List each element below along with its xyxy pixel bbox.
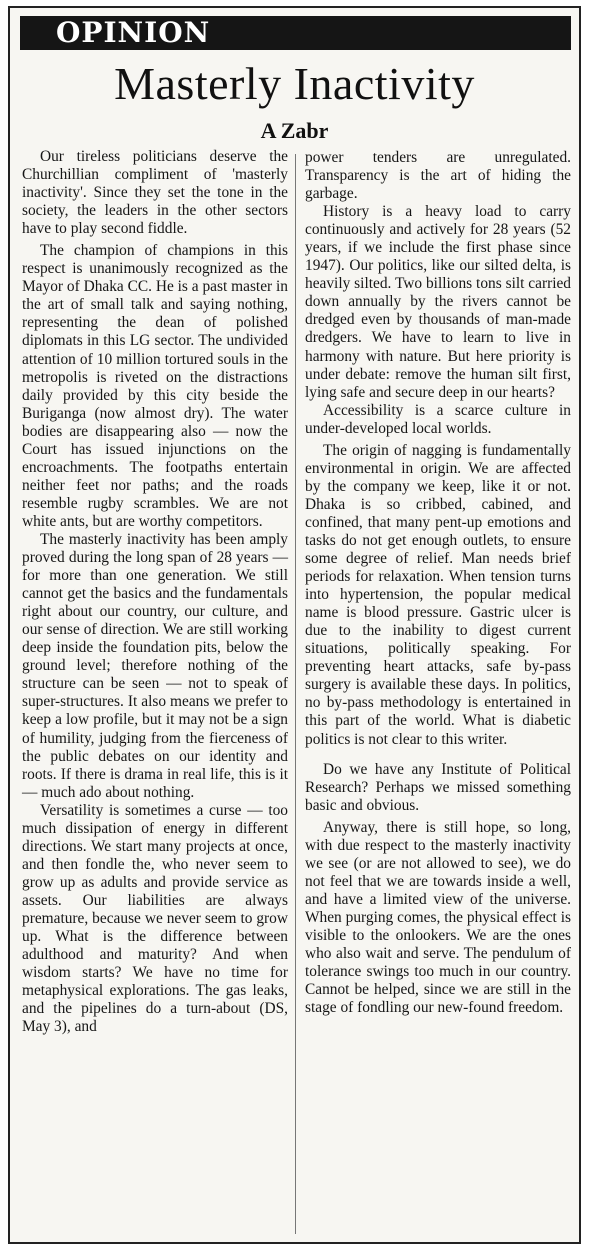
paragraph: The champion of champions in this respect is unanimously recognized as the Mayor of Dhaka CC. He is a past master in the art of small talk and saying nothing, representing the dean of polished diplomats in this LG sector. The undivided attention of 10 million tortured souls in the metropolis is riveted on the distractions daily provided by this city beside the Buriganga (now almost dry). The water bodies are disappearing also — now the Court has issued injunctions on the encroachments. The footpaths entertain neither feet nor paths; and the roads resemble rugby scrambles. We are not white ants, but are worthy competitors. — [22, 242, 288, 530]
paragraph: Do we have any Institute of Political Research? Perhaps we missed something basic and obvious. — [305, 760, 571, 814]
section-banner — [20, 16, 571, 50]
paragraph: Our tireless politicians deserve the Churchillian compliment of 'masterly inactivity'. Since they set the tone in the society, the leaders in the other sectors have to play second fiddle. — [22, 148, 288, 238]
article-column-right — [305, 149, 571, 1017]
paragraph: The origin of nagging is fundamentally environmental in origin. We are affected by the company we keep, like it or not. Dhaka is so cribbed, cabined, and confined, that many pent-up emotions and tasks do not get enough outlets, to ensure some degree of relief. Man needs brief periods for relaxation. When tension turns into hypertension, the popular medical name is blood pressure. Gastric ulcer is due to the inability to digest current situations, politically speaking. For preventing heart attacks, safe by-pass surgery is available these days. In politics, no by-pass methodology is entertained in this part of the world. What is diabetic politics is not clear to this writer. — [305, 441, 571, 748]
paragraph: History is a heavy load to carry continuously and actively for 28 years (52 years, if we include the first phase since 1947). Our politics, like our silted delta, is heavily silted. Two billions tons silt carried down annually by the rivers cannot be dredged even by thousands of man-made dredgers. We have to learn to live in harmony with nature. But here priority is under debate: remove the human silt first, lying safe and secure deep in our hearts? — [305, 203, 571, 401]
newspaper-clipping — [8, 6, 581, 1244]
paragraph: Accessibility is a scarce culture in under-developed local worlds. — [305, 401, 571, 437]
article-column-left — [22, 148, 288, 1036]
paragraph: Anyway, there is still hope, so long, with due respect to the masterly inactivity we see (or are not allowed to see), we do not feel that we are towards inside a well, and have a limited view of the universe. When purging comes, the physical effect is visible to the onlookers. We are the ones who also wait and serve. The pendulum of tolerance swings too much in our country. Cannot be helped, since we are still in the stage of fondling our new-found freedom. — [305, 818, 571, 1017]
paragraph: power tenders are unregulated. Transparency is the art of hiding the garbage. — [305, 149, 571, 203]
paragraph: The masterly inactivity has been amply proved during the long span of 28 years — for more than one generation. We still cannot get the basics and the fundamentals right about our country, our culture, and our sense of direction. We are still working deep inside the foundation pits, below the ground level; therefore nothing of the structure can be seen — not to speak of super-structures. It also means we prefer to keep a low profile, but it may not be a sign of humility, judging from the fierceness of the public debates on our identity and roots. If there is drama in real life, this is it — much ado about nothing. — [22, 530, 288, 801]
paragraph: Versatility is sometimes a curse — too much dissipation of energy in different directions. We start many projects at once, and then fondle the, who never seem to grow up as adults and provide service as assets. Our liabilities are always premature, because we never seem to grow up. What is the difference between adulthood and maturity? And when wisdom starts? We have no time for metaphysical explorations. The gas leaks, and the pipelines do a turn-about (DS, May 3), and — [22, 801, 288, 1036]
column-divider — [295, 154, 296, 1234]
section-label: OPINION — [56, 16, 211, 49]
article-headline: Masterly Inactivity — [114, 58, 475, 109]
article-byline: A Zabr — [260, 118, 329, 143]
